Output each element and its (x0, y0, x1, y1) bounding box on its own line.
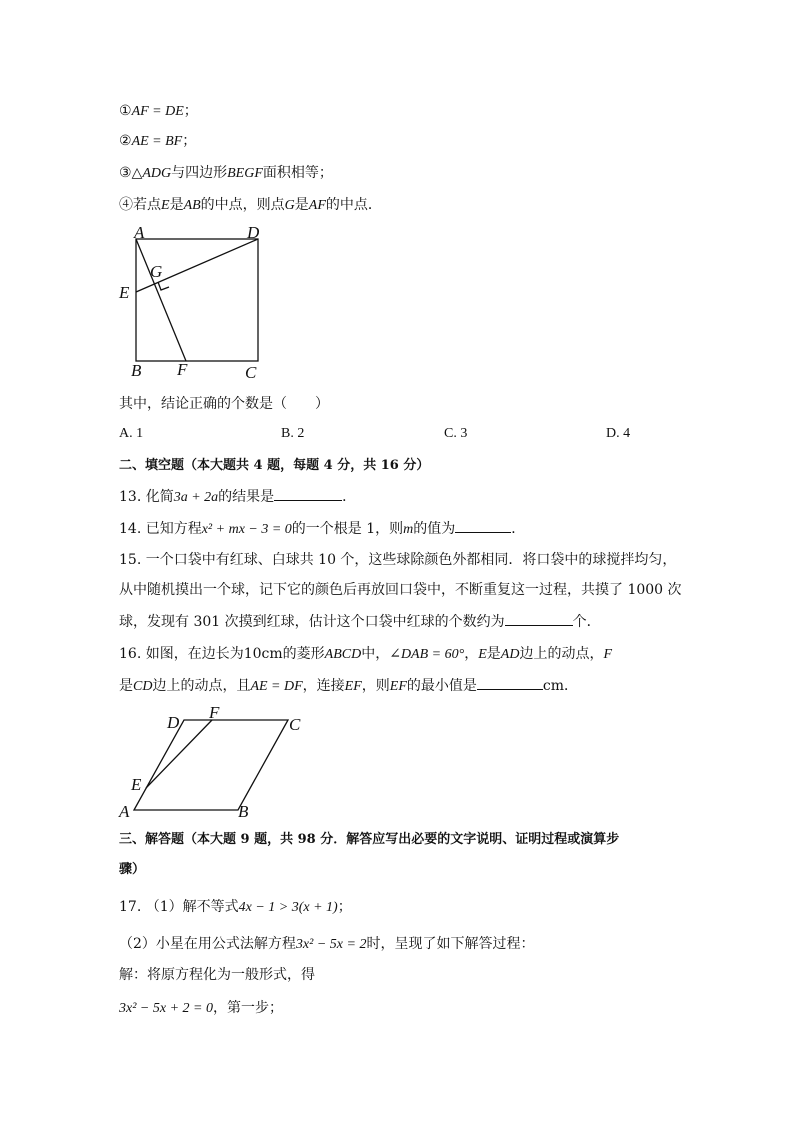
question-15-line-3 (119, 611, 601, 632)
math-expression: AF = DE (131, 104, 184, 119)
rhombus-abcd (134, 720, 288, 810)
label-g: G (150, 262, 163, 281)
label-b: B (238, 802, 249, 821)
question-14 (119, 518, 525, 540)
label-c: C (245, 363, 257, 382)
equation: 3x² − 5x + 2 = 0 (119, 1001, 213, 1016)
conclusion-2 (119, 131, 196, 152)
question-17-part-2 (119, 934, 534, 955)
text: 是 (294, 197, 309, 213)
text: 16. 如图，在边长为 (119, 646, 244, 662)
segment-label: EF (389, 679, 407, 694)
conclusion-4 (119, 195, 382, 216)
unit: cm． (542, 678, 579, 694)
text: 边上的动点， (519, 646, 604, 662)
answer-blank (505, 611, 573, 626)
conclusion-3 (119, 163, 333, 184)
shape-name: ABCD (324, 647, 362, 662)
option-c: C. 3 (444, 426, 468, 441)
section-3-title-line-1: 三、解答题（本大题 9 题，共 98 分．解答应写出必要的文字说明、证明过程或演算步 (119, 832, 620, 847)
text: 面积相等； (262, 165, 333, 181)
punctuation: ； (182, 133, 197, 149)
text: 17. （1）解不等式 (119, 899, 239, 915)
text: ，第一步； (212, 1000, 283, 1016)
text: 的中点，则点 (200, 197, 285, 213)
length-value: 10cm (243, 646, 283, 662)
label-c: C (289, 715, 301, 734)
label-f: F (177, 360, 188, 379)
math-expression: AE = BF (131, 134, 183, 149)
quad-name: BEGF (227, 166, 263, 181)
point-label: G (284, 198, 295, 213)
math-expression: AE = DF (250, 679, 303, 694)
answer-blank (477, 675, 543, 690)
right-angle-mark (158, 282, 169, 290)
question-15-line-1: 15. 一个口袋中有红球、白球共 10 个，这些球除颜色外都相同．将口袋中的球搅拌均匀， (119, 552, 677, 568)
point-label: F (603, 647, 613, 662)
text: 是 (169, 197, 184, 213)
math-expression: x² + mx − 3 = 0 (201, 522, 292, 537)
conclusion-number: ① (119, 103, 132, 119)
point-label: E (478, 647, 487, 662)
variable: m (403, 522, 414, 537)
label-d: D (247, 223, 260, 242)
triangle-name: ADG (142, 166, 172, 181)
rhombus-figure (112, 702, 312, 822)
text: 是 (486, 646, 501, 662)
text: 若点 (133, 197, 161, 213)
option-d: D. 4 (606, 426, 631, 441)
option-a: A. 1 (119, 426, 144, 441)
text: 14. 已知方程 (119, 521, 202, 537)
label-a: A (134, 223, 145, 242)
text: 的中点． (325, 197, 382, 213)
text: 是 (119, 678, 133, 694)
conclusion-1 (119, 101, 198, 122)
question-15-line-2: 从中随机摸出一个球，记下它的颜色后再放回口袋中，不断重复这一过程，共摸了 1000 次 (119, 582, 682, 598)
segment-label: AF (308, 198, 326, 213)
question-13 (119, 486, 356, 508)
answer-blank (274, 486, 342, 501)
text: 个． (572, 614, 601, 630)
question-16-line-2 (119, 675, 578, 697)
inequality: 4x − 1 > 3(x + 1) (238, 900, 338, 915)
math-expression: 3a + 2a (173, 490, 219, 505)
answer-blank (455, 518, 511, 533)
segment-label: CD (133, 679, 153, 694)
section-3-title-line-2: 骤） (119, 862, 146, 877)
text: 的值为 (413, 521, 456, 537)
solution-intro: 解：将原方程化为一般形式，得 (119, 967, 315, 983)
conclusion-number: ② (119, 133, 132, 149)
text: 的结果是 (218, 489, 275, 505)
question-17-part-1 (119, 897, 352, 918)
text: 的一个根是 1，则 (291, 521, 404, 537)
option-b: B. 2 (281, 426, 305, 441)
text: 球，发现有 301 次摸到红球，估计这个口袋中红球的个数约为 (119, 614, 505, 630)
text: （2）小星在用公式法解方程 (119, 936, 296, 952)
text: ； (337, 899, 352, 915)
text: 与四边形 (171, 165, 228, 181)
square-abcd (136, 239, 258, 361)
text: 中， (361, 646, 390, 662)
text: 的最小值是 (406, 678, 477, 694)
section-2-title: 二、填空题（本大题共 4 题，每题 4 分，共 16 分） (119, 458, 430, 473)
text: ，连接 (302, 678, 345, 694)
label-e: E (119, 283, 130, 302)
text: 时，呈现了如下解答过程： (366, 936, 535, 952)
solution-step-1 (119, 998, 283, 1019)
text: ． (342, 489, 357, 505)
punctuation: ； (183, 103, 198, 119)
label-a: A (119, 802, 130, 821)
text: 边上的动点，且 (152, 678, 251, 694)
segment-label: AB (183, 198, 201, 213)
text: ，则 (361, 678, 390, 694)
question-16-line-1 (119, 644, 612, 665)
conclusion-number: ③ (119, 165, 132, 181)
segment-label: EF (344, 679, 362, 694)
text: ， (464, 646, 479, 662)
text: ． (511, 521, 526, 537)
segment-af (136, 239, 186, 361)
square-figure (112, 222, 272, 384)
point-label: E (161, 198, 170, 213)
text: 13. 化简 (119, 489, 174, 505)
label-d: D (167, 713, 180, 732)
triangle-symbol: △ (131, 165, 143, 181)
equation: 3x² − 5x = 2 (295, 937, 367, 952)
label-f: F (209, 703, 220, 722)
label-b: B (131, 361, 142, 380)
segment-label: AD (500, 647, 520, 662)
angle-expression: ∠DAB = 60° (389, 647, 465, 662)
text: 的菱形 (282, 646, 325, 662)
conclusion-number: ④ (119, 197, 133, 213)
label-e: E (131, 775, 142, 794)
question-12-prompt: 其中，结论正确的个数是（ ） (119, 396, 329, 412)
